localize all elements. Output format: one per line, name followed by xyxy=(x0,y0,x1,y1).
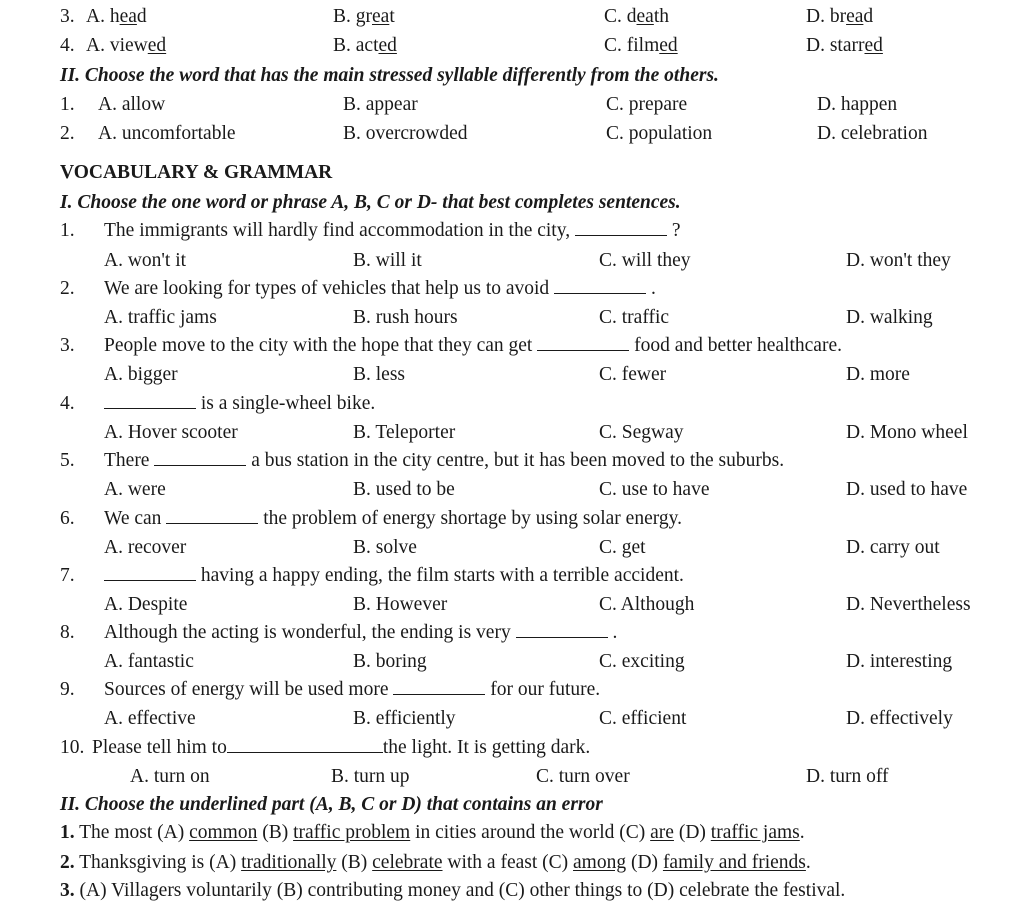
vocab-q2-option-a: A. traffic jams xyxy=(104,307,217,328)
stress-heading: II. Choose the word that has the main stressed syllable differently from the others. xyxy=(60,65,719,86)
pron-q3-option-d: D. bread xyxy=(806,6,874,27)
vocab-q9-option-b: B. efficiently xyxy=(353,708,456,729)
vocab-q2-question: We are looking for types of vehicles that help us to avoid . xyxy=(104,278,656,299)
vocab-q4-option-a: A. Hover scooter xyxy=(104,422,238,443)
vocab-q4-question: is a single-wheel bike. xyxy=(104,394,375,414)
vocab-q5-option-b: B. used to be xyxy=(353,479,455,500)
vocab-q6-option-c: C. get xyxy=(599,537,646,558)
stress-q2-option-d: D. celebration xyxy=(817,123,928,144)
vocab-q8-option-d: D. interesting xyxy=(846,651,953,672)
vocab-q4-option-d: D. Mono wheel xyxy=(846,422,968,443)
vocab-q10-option-a: A. turn on xyxy=(130,766,210,787)
stress-q1-option-b: B. appear xyxy=(343,94,418,115)
vocab-q6-question: We can the problem of energy shortage by using solar energy. xyxy=(104,508,682,529)
stress-q2-number: 2. xyxy=(60,123,75,144)
vocab-q6-option-d: D. carry out xyxy=(846,537,940,558)
vocab-q4-option-b: B. Teleporter xyxy=(353,422,456,443)
stress-q1-option-a: A. allow xyxy=(98,94,166,115)
vocab-q3-question: People move to the city with the hope that they can get food and better healthcare. xyxy=(104,335,842,356)
pron-q3-option-c: C. death xyxy=(604,6,669,27)
pron-q3-number: 3. xyxy=(60,6,75,27)
vocab-q1-option-a: A. won't it xyxy=(104,250,187,271)
answer-blank xyxy=(227,738,383,753)
vocab-q3-number: 3. xyxy=(60,335,75,356)
vocab-q10-number: 10. xyxy=(60,737,85,758)
vocab-q8-option-c: C. exciting xyxy=(599,651,685,672)
pron-q3-option-b: B. great xyxy=(333,6,395,27)
vocab-q9-question: Sources of energy will be used more for our future. xyxy=(104,679,601,700)
answer-blank xyxy=(537,336,629,351)
vocab-q3-option-c: C. fewer xyxy=(599,364,667,385)
vocab-q2-number: 2. xyxy=(60,278,75,299)
answer-blank xyxy=(575,221,667,236)
pron-q4-option-d: D. starred xyxy=(806,35,883,56)
vocab-q9-option-a: A. effective xyxy=(104,708,196,729)
vocab-q6-number: 6. xyxy=(60,508,75,529)
vocab-q2-option-d: D. walking xyxy=(846,307,933,328)
vocab-q2-option-b: B. rush hours xyxy=(353,307,458,328)
vocab-q3-option-b: B. less xyxy=(353,364,406,385)
vocab-q1-option-c: C. will they xyxy=(599,250,691,271)
answer-blank xyxy=(554,279,646,294)
vocab-q7-option-d: D. Nevertheless xyxy=(846,594,971,615)
vocab-q3-option-d: D. more xyxy=(846,364,910,385)
vocab-q7-option-b: B. However xyxy=(353,594,448,615)
answer-blank xyxy=(104,394,196,409)
answer-blank xyxy=(516,623,608,638)
vocab-q9-option-d: D. effectively xyxy=(846,708,953,729)
pron-q3-option-a: A. head xyxy=(86,6,147,27)
answer-blank xyxy=(154,451,246,466)
vocab-q10-option-d: D. turn off xyxy=(806,766,889,787)
pron-q4-option-c: C. filmed xyxy=(604,35,678,56)
stress-q1-number: 1. xyxy=(60,94,75,115)
answer-blank xyxy=(104,566,196,581)
stress-q2-option-b: B. overcrowded xyxy=(343,123,468,144)
section-title: VOCABULARY & GRAMMAR xyxy=(60,162,333,183)
vocab-q1-question: The immigrants will hardly find accommodation in the city, ? xyxy=(104,220,681,241)
pron-q4-option-b: B. acted xyxy=(333,35,397,56)
error-sentence-3: 3. (A) Villagers voluntarily (B) contributing money and (C) other things to (D) celebrate the festival. xyxy=(60,880,846,901)
vocab-q9-option-c: C. efficient xyxy=(599,708,687,729)
error-sentence-2: 2. Thanksgiving is (A) traditionally (B) celebrate with a feast (C) among (D) family and friends. xyxy=(60,852,811,873)
vocab-q6-option-b: B. solve xyxy=(353,537,417,558)
vocab-q4-option-c: C. Segway xyxy=(599,422,684,443)
vocab-q4-number: 4. xyxy=(60,393,75,414)
vocab-heading: I. Choose the one word or phrase A, B, C or D- that best completes sentences. xyxy=(60,192,681,213)
pron-q4-number: 4. xyxy=(60,35,75,56)
vocab-q8-question: Although the acting is wonderful, the ending is very . xyxy=(104,622,618,643)
stress-q2-option-c: C. population xyxy=(606,123,713,144)
error-sentence-1: 1. The most (A) common (B) traffic problem in cities around the world (C) are (D) traffic jams. xyxy=(60,822,805,843)
stress-q2-option-a: A. uncomfortable xyxy=(98,123,236,144)
vocab-q9-number: 9. xyxy=(60,679,75,700)
vocab-q6-option-a: A. recover xyxy=(104,537,187,558)
vocab-q5-option-c: C. use to have xyxy=(599,479,710,500)
vocab-q7-option-a: A. Despite xyxy=(104,594,188,615)
vocab-q1-number: 1. xyxy=(60,220,75,241)
vocab-q5-number: 5. xyxy=(60,450,75,471)
vocab-q7-number: 7. xyxy=(60,565,75,586)
errors-heading: II. Choose the underlined part (A, B, C or D) that contains an error xyxy=(60,794,603,815)
vocab-q7-option-c: C. Although xyxy=(599,594,695,615)
vocab-q2-option-c: C. traffic xyxy=(599,307,670,328)
vocab-q1-option-b: B. will it xyxy=(353,250,422,271)
answer-blank xyxy=(393,680,485,695)
vocab-q5-option-d: D. used to have xyxy=(846,479,968,500)
answer-blank xyxy=(166,509,258,524)
vocab-q3-option-a: A. bigger xyxy=(104,364,178,385)
stress-q1-option-c: C. prepare xyxy=(606,94,688,115)
vocab-q10-option-c: C. turn over xyxy=(536,766,630,787)
vocab-q8-option-a: A. fantastic xyxy=(104,651,194,672)
stress-q1-option-d: D. happen xyxy=(817,94,898,115)
vocab-q5-option-a: A. were xyxy=(104,479,166,500)
vocab-q8-number: 8. xyxy=(60,622,75,643)
vocab-q5-question: There a bus station in the city centre, but it has been moved to the suburbs. xyxy=(104,450,785,471)
vocab-q1-option-d: D. won't they xyxy=(846,250,951,271)
vocab-q8-option-b: B. boring xyxy=(353,651,427,672)
vocab-q7-question: having a happy ending, the film starts with a terrible accident. xyxy=(104,566,684,586)
vocab-q10-option-b: B. turn up xyxy=(331,766,410,787)
pron-q4-option-a: A. viewed xyxy=(86,35,167,56)
vocab-q10-question: Please tell him to the light. It is getting dark. xyxy=(92,737,591,758)
